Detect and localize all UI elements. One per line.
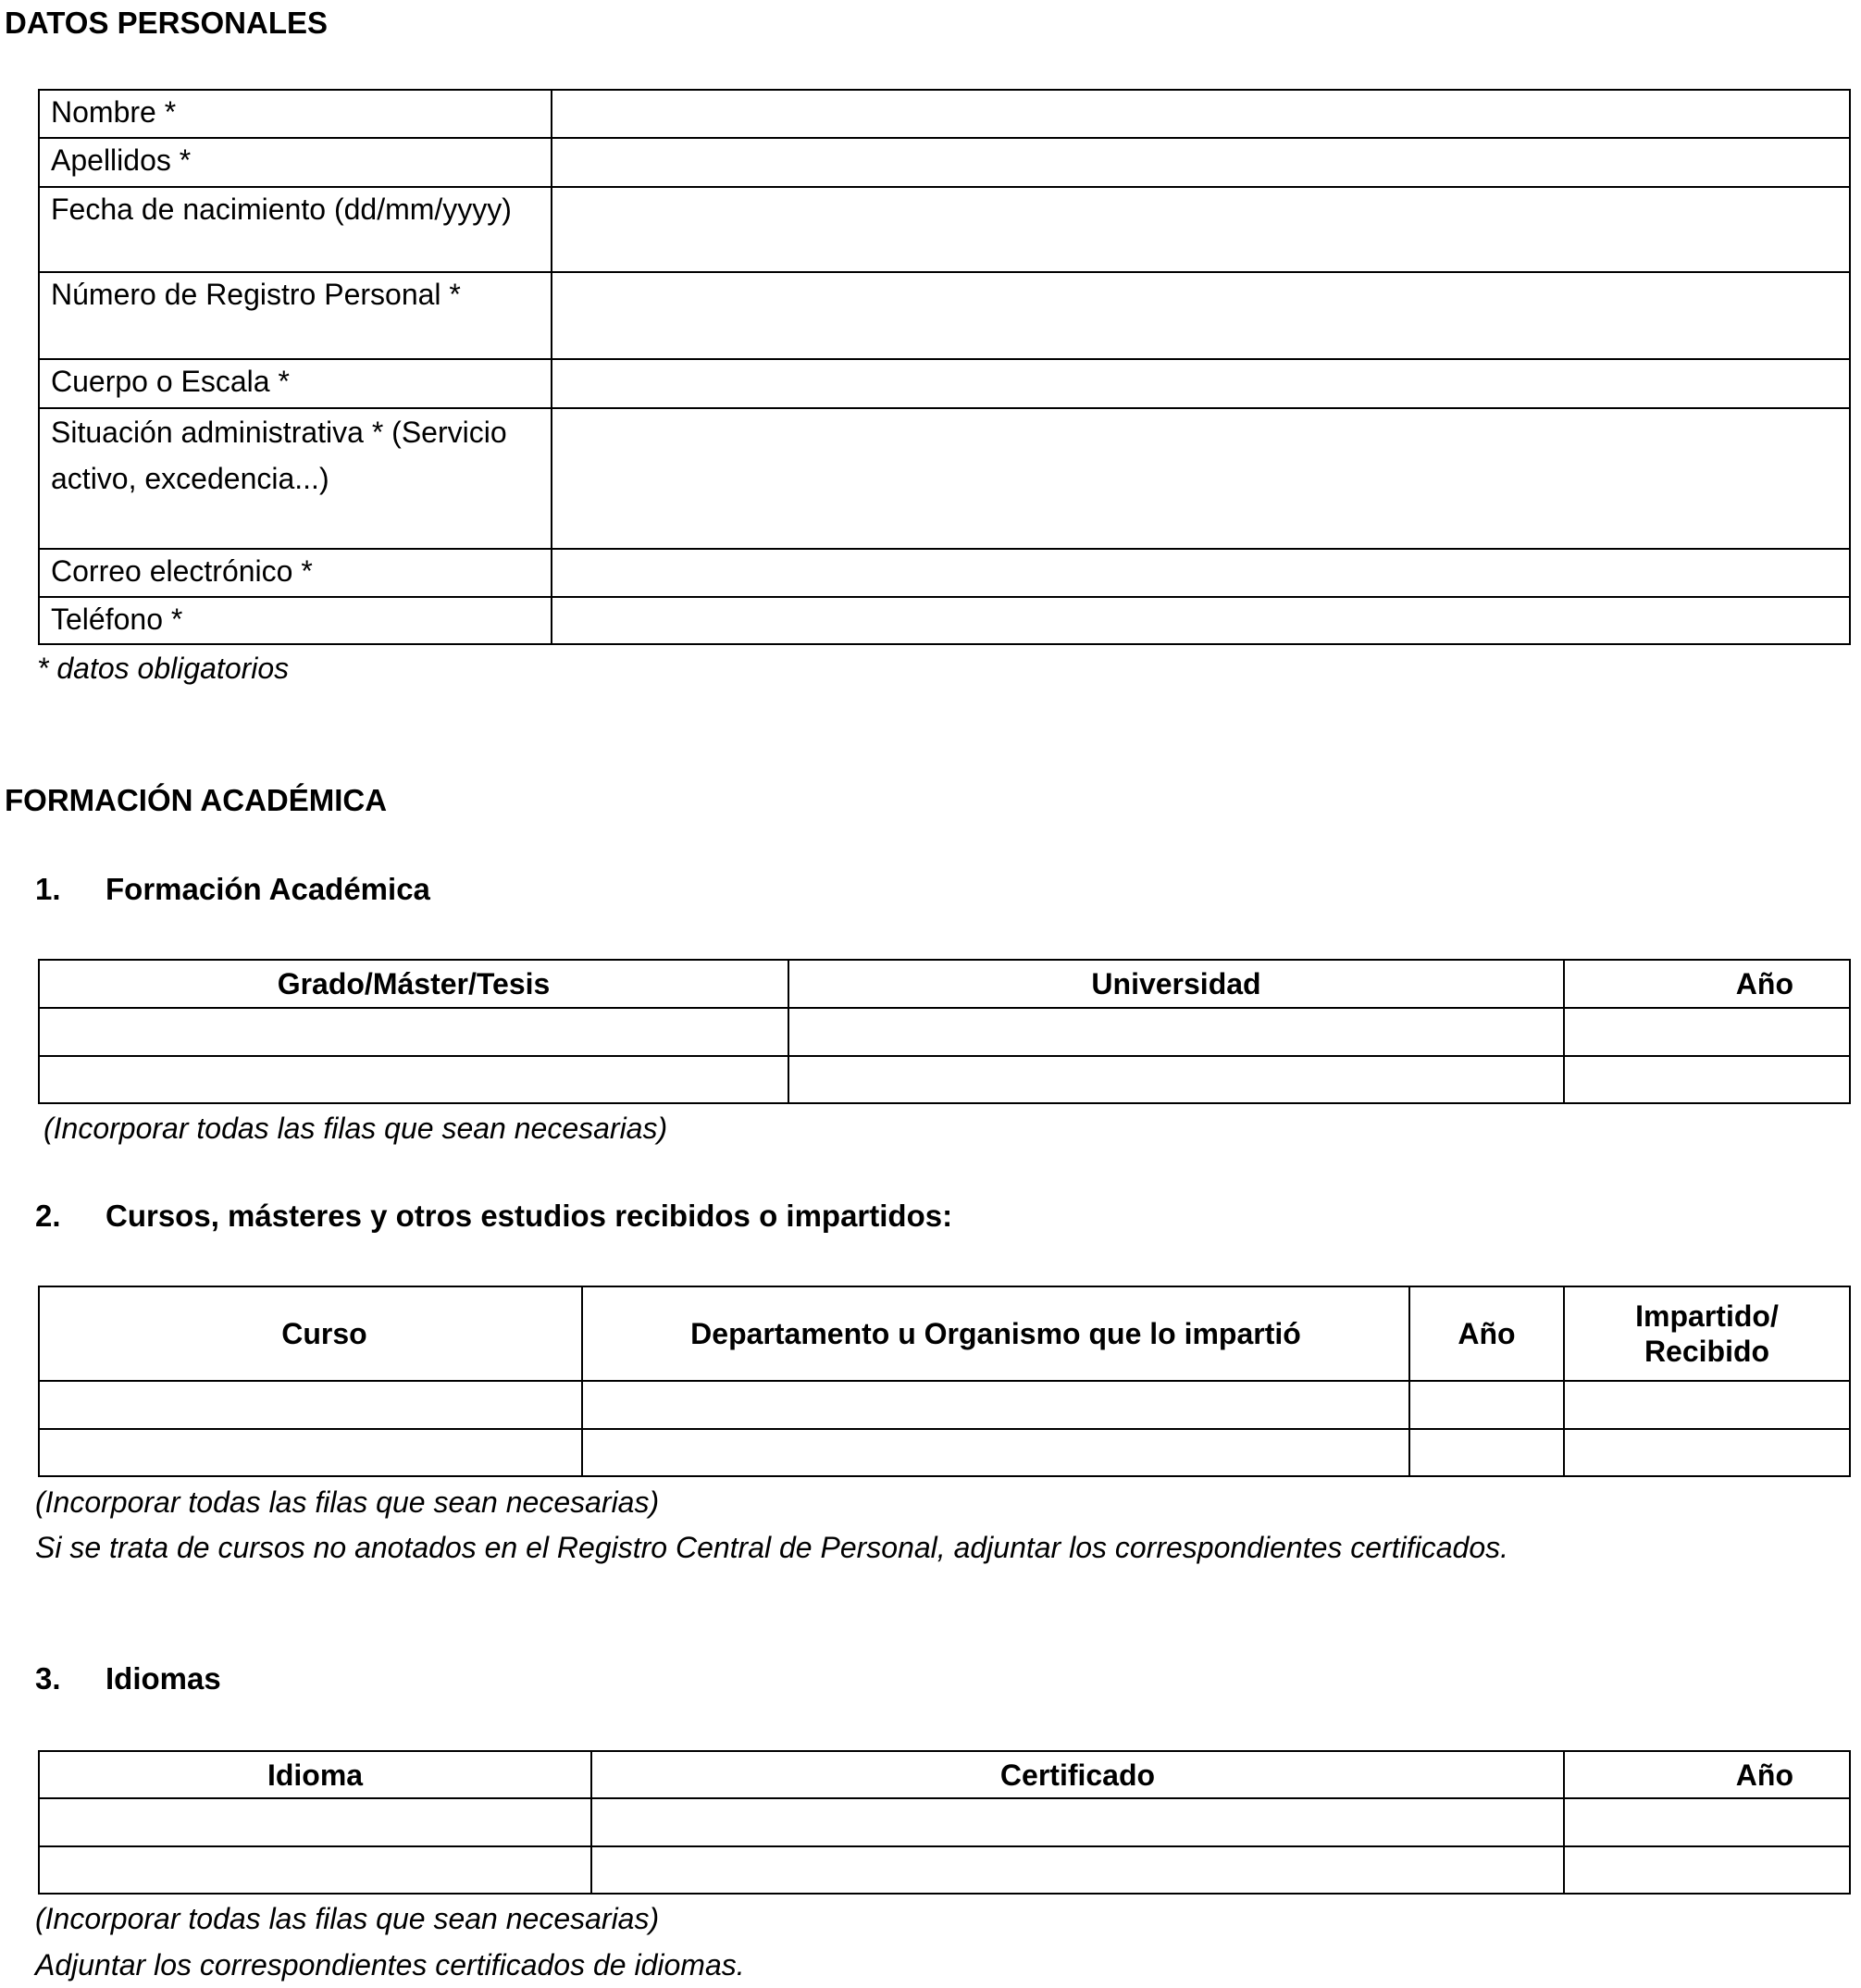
input-telefono[interactable]	[552, 597, 1850, 644]
label-situacion-administrativa: Situación administrativa * (Servicio activo, excedencia...)	[39, 408, 552, 549]
required-footnote: * datos obligatorios	[37, 652, 290, 685]
idiomas-table	[38, 1750, 1851, 1895]
table-cell[interactable]	[1564, 1056, 1850, 1103]
col-header-ano: Año	[1564, 1751, 1850, 1798]
formacion-table	[38, 959, 1851, 1104]
table-cell[interactable]	[1564, 1798, 1850, 1846]
table-cell[interactable]	[39, 1056, 788, 1103]
table-cell[interactable]	[1409, 1381, 1564, 1429]
table-cell[interactable]	[1564, 1008, 1850, 1056]
table-row	[39, 1381, 1850, 1429]
input-nrp[interactable]	[552, 272, 1850, 359]
label-nrp: Número de Registro Personal *	[39, 272, 552, 359]
table-cell[interactable]	[1564, 1429, 1850, 1476]
subsection-number: 1.	[35, 872, 61, 906]
input-nombre[interactable]	[552, 90, 1850, 138]
table-cell[interactable]	[591, 1798, 1564, 1846]
table-cell[interactable]	[39, 1798, 591, 1846]
subsection-number: 2.	[35, 1199, 61, 1233]
input-fecha-nacimiento[interactable]	[552, 187, 1850, 272]
col-header-idioma: Idioma	[39, 1751, 591, 1798]
label-apellidos: Apellidos *	[39, 138, 552, 187]
label-telefono: Teléfono *	[39, 597, 552, 644]
idiomas-certificados-note: Adjuntar los correspondientes certificados de idiomas.	[35, 1948, 745, 1982]
table-row	[39, 1056, 1850, 1103]
subsection-number: 3.	[35, 1661, 61, 1696]
table-cell[interactable]	[1564, 1381, 1850, 1429]
table-cell[interactable]	[591, 1846, 1564, 1894]
personal-data-table	[38, 89, 1851, 645]
table-cell[interactable]	[582, 1381, 1409, 1429]
col-header-universidad: Universidad	[788, 960, 1564, 1008]
table-note: (Incorporar todas las filas que sean necesarias)	[35, 1902, 660, 1935]
label-fecha-nacimiento: Fecha de nacimiento (dd/mm/yyyy)	[39, 187, 552, 272]
table-cell[interactable]	[582, 1429, 1409, 1476]
table-cell[interactable]	[1564, 1846, 1850, 1894]
table-row	[39, 1429, 1850, 1476]
table-row	[39, 1798, 1850, 1846]
input-situacion-administrativa[interactable]	[552, 408, 1850, 549]
table-note: (Incorporar todas las filas que sean necesarias)	[35, 1485, 660, 1519]
input-cuerpo-escala[interactable]	[552, 359, 1850, 408]
subsection-heading-cursos: Cursos, másteres y otros estudios recibidos o impartidos:	[105, 1199, 953, 1233]
label-cuerpo-escala: Cuerpo o Escala *	[39, 359, 552, 408]
col-header-grado: Grado/Máster/Tesis	[39, 960, 788, 1008]
col-header-ano: Año	[1409, 1286, 1564, 1381]
table-cell[interactable]	[39, 1846, 591, 1894]
table-row	[39, 1846, 1850, 1894]
table-cell[interactable]	[39, 1008, 788, 1056]
certificados-note: Si se trata de cursos no anotados en el Registro Central de Personal, adjuntar los correspondientes certificados.	[35, 1531, 1508, 1564]
label-correo: Correo electrónico *	[39, 549, 552, 597]
subsection-heading-formacion: Formación Académica	[105, 872, 430, 906]
col-header-impartido-recibido: Impartido/ Recibido	[1564, 1286, 1850, 1381]
col-header-curso: Curso	[39, 1286, 582, 1381]
section-title-formacion: FORMACIÓN ACADÉMICA	[5, 783, 388, 817]
col-header-departamento: Departamento u Organismo que lo impartió	[582, 1286, 1409, 1381]
table-note: (Incorporar todas las filas que sean necesarias)	[43, 1112, 668, 1145]
input-correo[interactable]	[552, 549, 1850, 597]
col-header-certificado: Certificado	[591, 1751, 1564, 1798]
col-header-ano: Año	[1564, 960, 1850, 1008]
table-cell[interactable]	[39, 1429, 582, 1476]
input-apellidos[interactable]	[552, 138, 1850, 187]
subsection-heading-idiomas: Idiomas	[105, 1661, 221, 1696]
table-cell[interactable]	[788, 1008, 1564, 1056]
section-title-datos-personales: DATOS PERSONALES	[5, 6, 328, 40]
cursos-table	[38, 1286, 1851, 1477]
table-cell[interactable]	[1409, 1429, 1564, 1476]
label-nombre: Nombre *	[39, 90, 552, 138]
table-cell[interactable]	[39, 1381, 582, 1429]
table-row	[39, 1008, 1850, 1056]
table-cell[interactable]	[788, 1056, 1564, 1103]
